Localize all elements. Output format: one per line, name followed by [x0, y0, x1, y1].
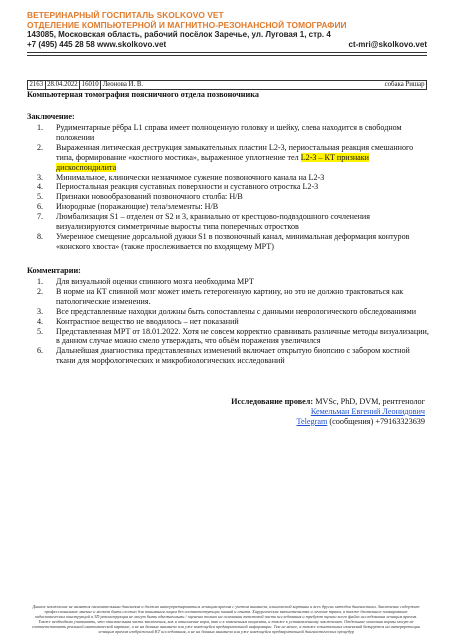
list-item: 1. Для визуальной оценки спинного мозга необходима МРТ — [37, 277, 254, 286]
contact-phone: (сообщения) +79163323639 — [327, 417, 425, 426]
signature-name-line — [311, 407, 425, 417]
comments-list — [27, 277, 429, 366]
list-item: 8. Умеренное смещение дорсальной дужки S1 в позвоночный канал, минимальная деформация контуров «конского хвоста» (также прослеживается по входящему МРТ) — [37, 231, 410, 251]
signature-credentials: MVSc, PhD, DVM, рентгенолог — [313, 397, 425, 406]
header-divider-2 — [27, 55, 427, 56]
conclusion-title: Заключение: — [27, 112, 75, 121]
list-item: 3. Минимальное, клинически незначимое сужение позвоночного канала на L2-3 — [37, 172, 325, 182]
clinic-address: 143085, Московская область, рабочий посёлок Заречье, ул. Луговая 1, стр. 4 — [27, 30, 331, 39]
list-item: 4. Контрастное вещество не вводилось – нет показаний — [37, 316, 239, 326]
signature-label: Исследование провел: — [231, 397, 314, 406]
comments-title: Комментарии: — [27, 266, 81, 275]
list-item: 6. Дальнейшая диагностика представленных изменений включает открытую биопсию с забором костной ткани для морфологических и микробиологических исследований — [37, 346, 410, 366]
list-item: 1. Рудиментарные рёбра L1 справа имеет полноценную головку и шейку, слева находится в свободном положении — [37, 123, 402, 142]
highlighted-finding: L2-3 – КТ признаки дискоспондилита — [56, 152, 370, 172]
department-name: ОТДЕЛЕНИЕ КОМПЬЮТЕРНОЙ И МАГНИТНО-РЕЗОНАНСНОЙ ТОМОГРАФИИ — [27, 20, 347, 30]
contact-row — [27, 40, 427, 50]
header-divider — [27, 52, 427, 53]
list-item: 3. Все представленные находки должны быть сопоставлены с данными неврологического обследованиями — [37, 306, 417, 316]
list-item: 2. В норме на КТ спинной мозг может иметь гетерогенную картину, но это не должно трактоваться как патологические изменения. — [37, 286, 404, 306]
patient-name: собака Ришар — [384, 81, 425, 88]
phone-website[interactable]: +7 (495) 445 28 58 www.skolkovo.vet — [27, 39, 167, 49]
study-date: 28.04.2022 — [46, 81, 81, 89]
list-item: 4. Периостальная реакция суставных поверхности и суставного отростка L2-3 — [37, 182, 319, 192]
clinic-name: ВЕТЕРИНАРНЫЙ ГОСПИТАЛЬ SKOLKOVO VET — [27, 10, 224, 20]
list-item: 6. Инородные (поражающие) тела/элементы: Н/В — [37, 202, 219, 212]
doctor-and-patient — [101, 81, 426, 89]
signature-line — [231, 397, 425, 407]
telegram-link[interactable]: Telegram — [296, 417, 328, 426]
patient-info-table — [27, 80, 427, 90]
signature-contact-line — [297, 417, 425, 427]
conclusion-list — [27, 123, 429, 252]
list-item: 5. Представленная МРТ от 18.01.2022. Хотя не совсем корректно сравнивать различные методы визуализации, в данном случае можно смело утверждать, что объём поражения увеличился — [37, 326, 429, 346]
list-item: 2. Выраженная литическая деструкция замыкательных пластин L2-3, периостальная реакция смешанного типа, формирование «костного мостика», выраженное уплотнение тел L2-3 – КТ признаки дискоспондилита — [37, 142, 414, 172]
study-number: 16010 — [80, 81, 101, 89]
list-item: 7. Люмбализация S1 – отделен от S2 и 3, краниально от крестцово-подвздошного сочленения визуализируются симметричные выросты типа поперечных отростков — [37, 212, 370, 232]
patient-id: 2163 — [28, 81, 46, 89]
contact-email[interactable]: ct-mri@skolkovo.vet — [348, 39, 427, 49]
clinic-header — [27, 10, 427, 49]
radiologist-name-link[interactable]: Кемельман Евгений Леонидович — [310, 407, 425, 416]
list-item: 5. Признаки новообразований позвоночного столба: Н/В — [37, 192, 243, 202]
disclaimer: Данное заключение не является окончательным диагнозом и должно интерпретироваться лечащим врачом с учетом анамнеза, клинической картины и всех других методов диагностики. Заключение содержит профессиональное мнение и может быть сложно для понимания лицам без соответствующих знаний и опыта. Хирургические вмешательства и лечение травм, а также длительное планирование эндоскопических конструкций и 3D реконструкция не могут быть однозначными / оценены только на основании текстовой части исследования и требуют оценки всего файла исследования лечащим врачом. Также необходимо учитывать, что описательная часть заключения, как и отношение норм, так и к изменениям пациента, а также к установленному заключению. Отдельные описания нормы могут не соответствовать реальной анатомической картине, и не на данных анамнеза или уже имеющейся предварительной информации. Тем не менее, а также сознательных изменений базируется на интерпретации лечащим врачом изображений КТ исследования, а не на данных анамнеза или уже имеющейся предварительной диагностических процедур — [31, 604, 421, 634]
doctor-name: Леонова И. В. — [102, 81, 144, 88]
study-title: Компьютерная томография поясничного отдела позвоночника — [27, 90, 259, 99]
